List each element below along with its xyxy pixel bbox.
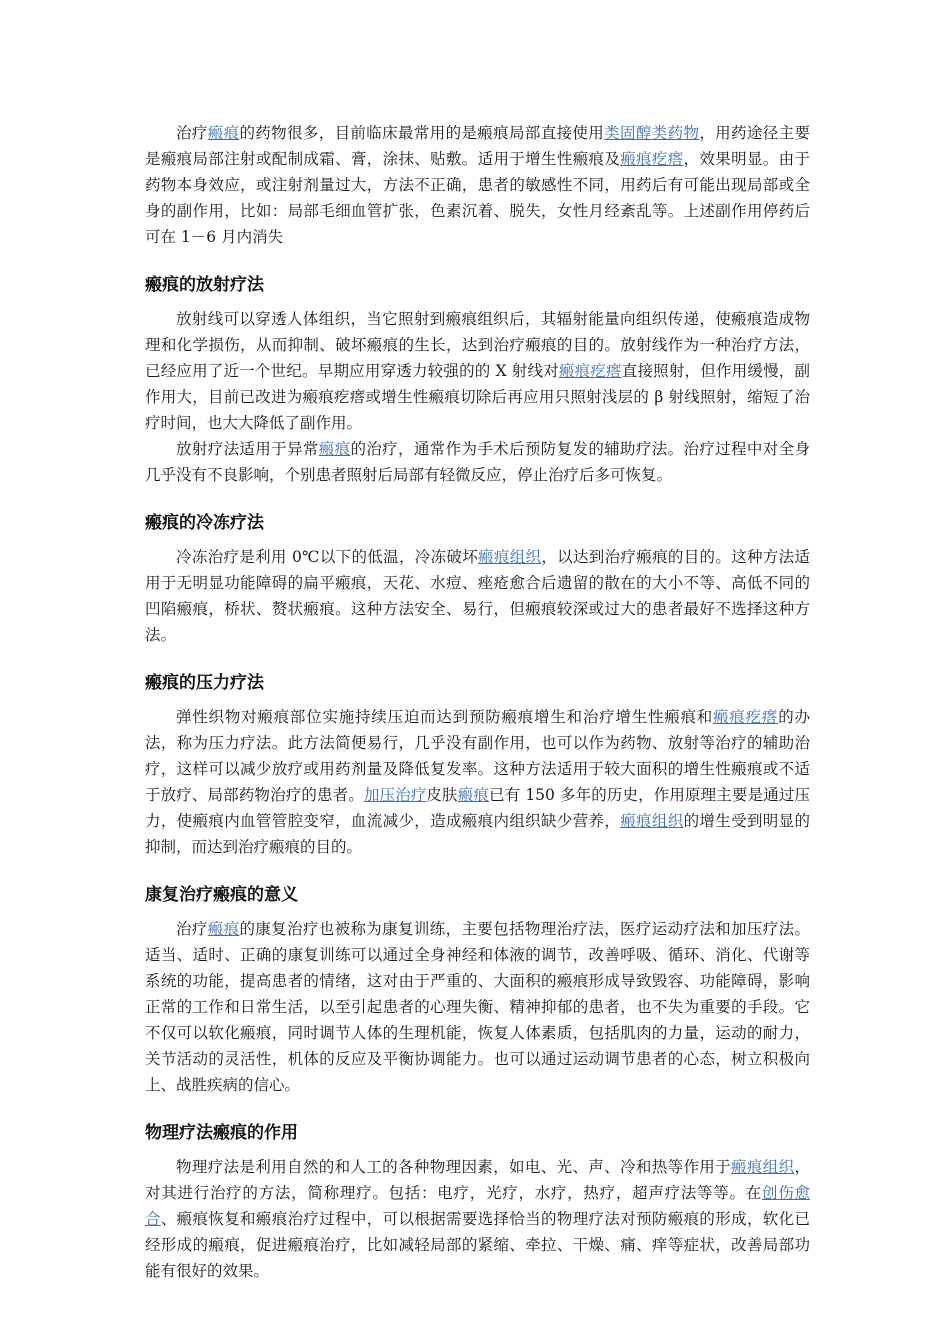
text-run: 的药物很多，目前临床最常用的是瘢痕局部直接使用 <box>239 124 605 142</box>
text-run: 的治疗，通常作为手术后预防复发的辅助疗法。治疗过程中对全身几乎没有不良影响，个别患者照射后局部有轻微反应，停止治疗后多可恢复。 <box>145 440 810 484</box>
text-run: 、瘢痕恢复和瘢痕治疗过程中，可以根据需要选择恰当的物理疗法对预防瘢痕的形成，软化已经形成的瘢痕，促进瘢痕治疗，比如减轻局部的紧缩、牵拉、干燥、痛、痒等症状，改善局部功能有很好的效果。 <box>145 1210 810 1280</box>
section-paragraph <box>145 704 810 860</box>
text-run: ，对其进行治疗的方法，简称理疗。包括：电疗，光疗，水疗，热疗，超声疗法等等。在 <box>145 1158 810 1202</box>
section-paragraph <box>145 436 810 488</box>
text-run: 弹性织物对瘢痕部位实施持续压迫而达到预防瘢痕增生和治疗增生性瘢痕和 <box>176 708 714 726</box>
text-run: 直接照射，但作用缓慢，副作用大，目前已改进为瘢痕疙瘩或增生性瘢痕切除后再应用只照射浅层的 β 射线照射，缩短了治疗时间，也大大降低了副作用。 <box>145 362 810 432</box>
text-link[interactable]: 创伤愈合 <box>145 1184 810 1228</box>
text-link[interactable]: 瘢痕疙瘩 <box>558 362 622 380</box>
section-heading: 瘢痕的放射疗法 <box>145 275 264 295</box>
section-paragraph <box>145 544 810 648</box>
text-run: 治疗 <box>176 124 208 142</box>
section-heading: 瘢痕的压力疗法 <box>145 673 264 693</box>
section-heading: 瘢痕的冷冻疗法 <box>145 513 264 533</box>
text-run: ，用药途径主要是瘢痕局部注射或配制成霜、膏，涂抹、贴敷。适用于增生性瘢痕及 <box>145 124 810 168</box>
text-link[interactable]: 类固醇类药物 <box>604 124 700 142</box>
text-run: ，以达到治疗瘢痕的目的。这种方法适用于无明显功能障碍的扁平瘢痕，天花、水痘、痤疮愈合后遗留的散在的大小不等、高低不同的凹陷瘢痕，桥状、赘状瘢痕。这种方法安全、易行，但瘢痕较深或过大的患者最好不选择这种方法。 <box>145 548 810 644</box>
text-link[interactable]: 瘢痕 <box>457 786 489 804</box>
text-run: 的增生受到明显的抑制，而达到治疗瘢痕的目的。 <box>145 812 810 856</box>
section-heading: 康复治疗瘢痕的意义 <box>145 885 298 905</box>
section-paragraph <box>145 306 810 436</box>
text-run: 物理疗法是利用自然的和人工的各种物理因素，如电、光、声、冷和热等作用于 <box>176 1158 732 1176</box>
text-link[interactable]: 瘢痕组织 <box>731 1158 795 1176</box>
text-run: 皮肤 <box>426 786 458 804</box>
document-page <box>145 120 810 1284</box>
text-run: 的康复治疗也被称为康复训练，主要包括物理治疗法，医疗运动疗法和加压疗法。适当、适时、正确的康复训练可以通过全身神经和体液的调节，改善呼吸、循环、消化、代谢等系统的功能，提高患者的情绪，这对由于严重的、大面积的瘢痕形成导致毁容、功能障碍，影响正常的工作和日常生活，以至引起患者的心理失衡、精神抑郁的患者，也不失为重要的手段。它不仅可以软化瘢痕，同时调节人体的生理机能，恢复人体素质，包括肌肉的力量，运动的耐力，关节活动的灵活性，机体的反应及平衡协调能力。也可以通过运动调节患者的心态，树立积极向上、战胜疾病的信心。 <box>145 920 810 1094</box>
text-link[interactable]: 瘢痕组织 <box>620 812 684 830</box>
text-link[interactable]: 瘢痕组织 <box>478 548 542 566</box>
intro-paragraph <box>145 120 810 250</box>
text-link[interactable]: 瘢痕疙瘩 <box>713 708 779 726</box>
text-run: 冷冻治疗是利用 0℃以下的低温，冷冻破坏 <box>176 548 479 566</box>
section-paragraph <box>145 916 810 1098</box>
section-heading: 物理疗法瘢痕的作用 <box>145 1123 298 1143</box>
text-link[interactable]: 瘢痕 <box>318 440 351 458</box>
text-link[interactable]: 瘢痕 <box>207 920 240 938</box>
text-link[interactable]: 加压治疗 <box>363 786 427 804</box>
text-link[interactable]: 瘢痕疙瘩 <box>620 150 684 168</box>
text-run: 放射疗法适用于异常 <box>176 440 319 458</box>
text-run: 放射线可以穿透人体组织，当它照射到瘢痕组织后，其辐射能量向组织传递，使瘢痕造成物理和化学损伤，从而抑制、破坏瘢痕的生长，达到治疗瘢痕的目的。放射线作为一种治疗方法，已经应用了近一个世纪。早期应用穿透力较强的的 X 射线对 <box>145 310 810 380</box>
sections <box>145 272 810 1284</box>
text-run: 治疗 <box>176 920 208 938</box>
text-run: 已有 150 多年的历史，作用原理主要是通过压力，使瘢痕内血管管腔变窄，血流减少，造成瘢痕内组织缺少营养， <box>145 786 810 830</box>
text-run: ，效果明显。由于药物本身效应，或注射剂量过大，方法不正确，患者的敏感性不同，用药后有可能出现局部或全身的副作用，比如：局部毛细血管扩张，色素沉着、脱失，女性月经紊乱等。上述副作用停药后可在 1－6 月内消失 <box>145 150 810 246</box>
text-link[interactable]: 瘢痕 <box>207 124 240 142</box>
section-paragraph <box>145 1154 810 1284</box>
text-run: 的办法，称为压力疗法。此方法简便易行，几乎没有副作用，也可以作为药物、放射等治疗的辅助治疗，这样可以减少放疗或用药剂量及降低复发率。这种方法适用于较大面积的增生性瘢痕或不适于放疗、局部药物治疗的患者。 <box>145 708 810 804</box>
